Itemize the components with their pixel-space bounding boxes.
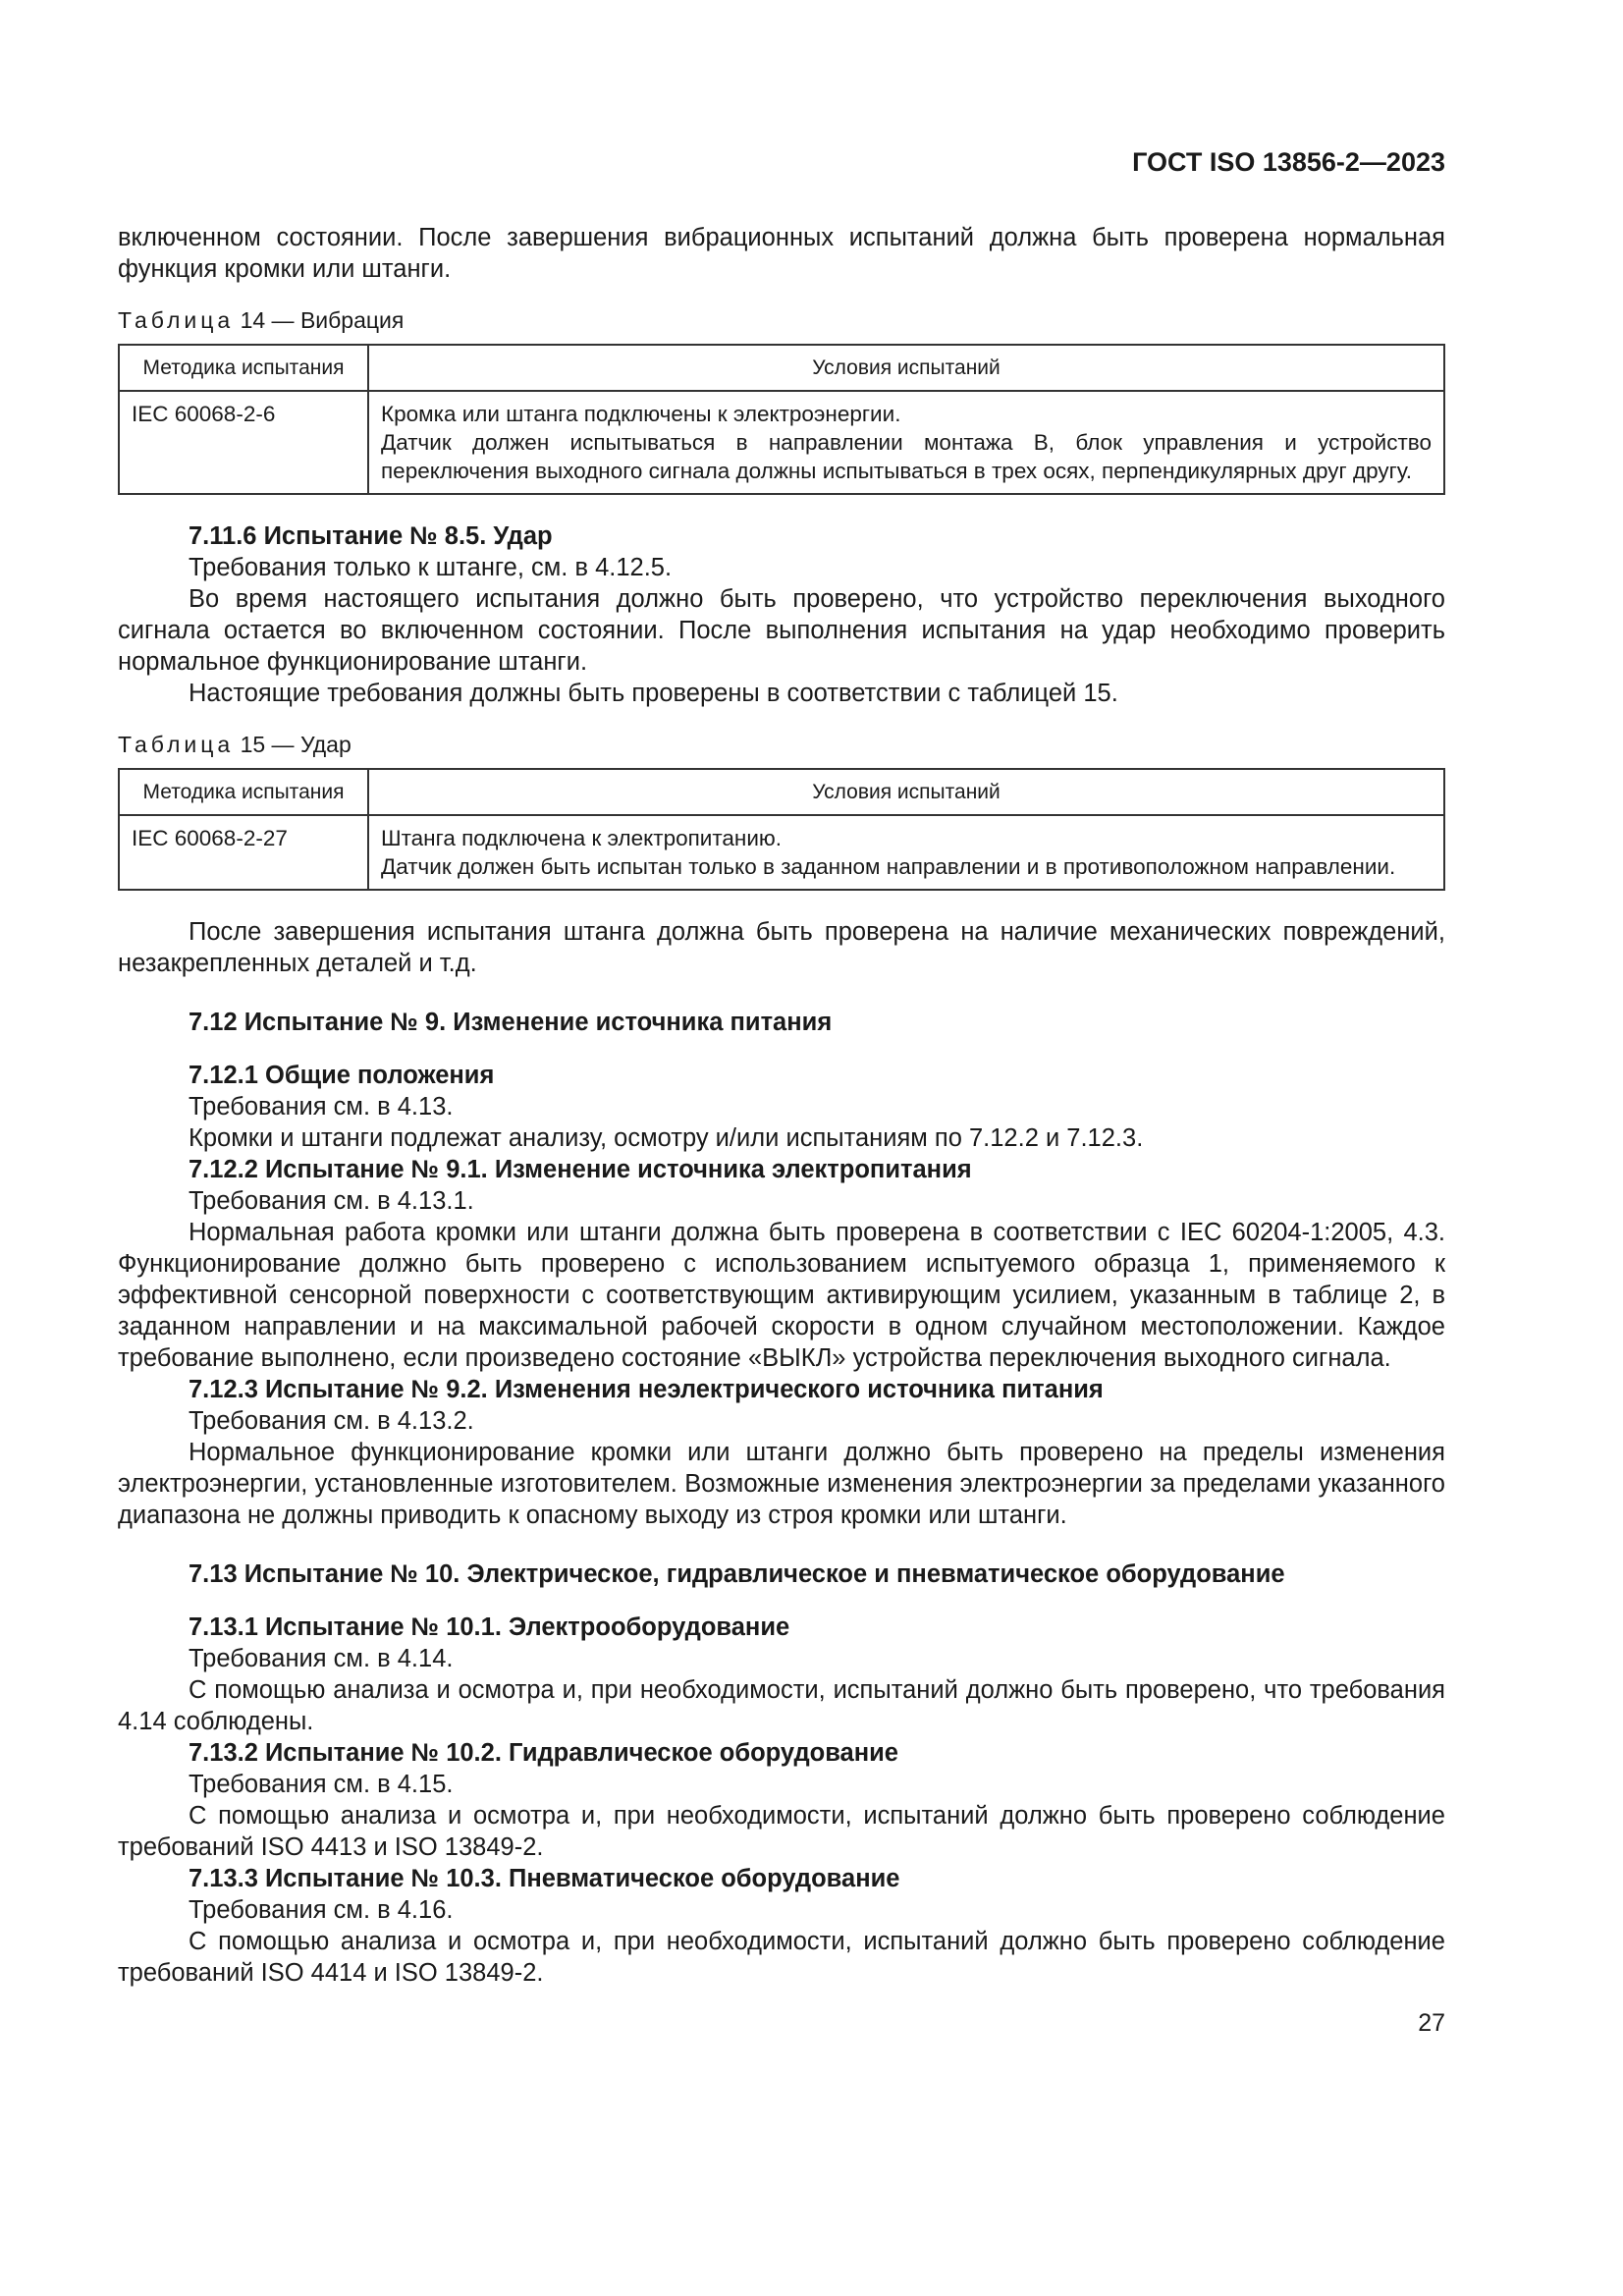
table-14-vibration [118, 344, 1445, 495]
conditions-cell [368, 391, 1444, 494]
heading-7-13-3: 7.13.3 Испытание № 10.3. Пневматическое оборудование [189, 1865, 900, 1892]
method-cell: IEC 60068-2-6 [119, 391, 368, 494]
paragraph: Настоящие требования должны быть проверены в соответствии с таблицей 15. [189, 680, 1118, 707]
document-header: ГОСТ ISO 13856-2—2023 [1132, 147, 1445, 177]
paragraph: С помощью анализа и осмотра и, при необходимости, испытаний должно быть проверено соблюдение требований ISO 4414 и ISO 13849-2. [118, 1928, 1445, 1987]
table-14-caption-prefix: Таблица [118, 307, 235, 333]
paragraph: С помощью анализа и осмотра и, при необходимости, испытаний должно быть проверено соблюдение требований ISO 4413 и ISO 13849-2. [118, 1802, 1445, 1861]
heading-7-11-6: 7.11.6 Испытание № 8.5. Удар [189, 522, 553, 550]
paragraph: Нормальная работа кромки или штанги должна быть проверена в соответствии с IEC 60204-1:2005, 4.3. Функционирование должно быть проверено с использованием испытуемого образца 1, применяемого к эффективной сенсорной поверхности с соответствующим активирующим усилием, указанным в таблице 2, в заданном направлении и на максимальной рабочей скорости в одном случайном местоположении. Каждое требование выполнено, если произведено состояние «ВЫКЛ» устройства переключения выходного сигнала. [118, 1219, 1445, 1372]
paragraph: Требования см. в 4.16. [189, 1896, 454, 1924]
heading-7-13-1: 7.13.1 Испытание № 10.1. Электрооборудование [189, 1613, 790, 1641]
table-15-caption-prefix: Таблица [118, 732, 235, 757]
paragraph: С помощью анализа и осмотра и, при необходимости, испытаний должно быть проверено, что требования 4.14 соблюдены. [118, 1676, 1445, 1735]
column-header-method: Методика испытания [119, 345, 368, 391]
conditions-line: Датчик должен испытываться в направлении монтажа B, блок управления и устройство переключения выходного сигнала должны испытываться в трех осях, перпендикулярных друг другу. [381, 430, 1432, 483]
paragraph: Нормальное функционирование кромки или штанги должно быть проверено на пределы изменения электроэнергии, установленные изготовителем. Возможные изменения электроэнергии за пределами указанного диапазона не должны приводить к опасному выходу из строя кромки или штанги. [118, 1439, 1445, 1529]
page-number: 27 [1418, 2009, 1445, 2037]
paragraph: Требования см. в 4.13.2. [189, 1407, 474, 1435]
paragraph: Требования см. в 4.13. [189, 1093, 454, 1121]
heading-7-12: 7.12 Испытание № 9. Изменение источника питания [189, 1009, 833, 1036]
table-header-row [119, 769, 1444, 815]
table-15-caption [118, 729, 1445, 760]
heading-7-12-1: 7.12.1 Общие положения [189, 1062, 495, 1089]
conditions-line: Кромка или штанга подключены к электроэнергии. [381, 402, 901, 426]
table-row [119, 391, 1444, 494]
column-header-conditions: Условия испытаний [368, 769, 1444, 815]
heading-7-12-2: 7.12.2 Испытание № 9.1. Изменение источника электропитания [189, 1156, 972, 1183]
paragraph: Требования см. в 4.15. [189, 1771, 454, 1798]
conditions-cell [368, 815, 1444, 890]
table-header-row [119, 345, 1444, 391]
table-15-caption-title: 15 — Удар [240, 732, 352, 757]
column-header-conditions: Условия испытаний [368, 345, 1444, 391]
conditions-line: Штанга подключена к электропитанию. [381, 826, 783, 850]
heading-7-13-2: 7.13.2 Испытание № 10.2. Гидравлическое оборудование [189, 1739, 898, 1767]
paragraph: Требования см. в 4.13.1. [189, 1187, 474, 1215]
paragraph: Требования см. в 4.14. [189, 1645, 454, 1672]
table-14-caption [118, 304, 1445, 336]
paragraph: Во время настоящего испытания должно быть проверено, что устройство переключения выходного сигнала остается во включенном состоянии. После выполнения испытания на удар необходимо проверить нормальное функционирование штанги. [118, 585, 1445, 676]
heading-7-12-3: 7.12.3 Испытание № 9.2. Изменения неэлектрического источника питания [189, 1376, 1104, 1403]
heading-7-13: 7.13 Испытание № 10. Электрическое, гидравлическое и пневматическое оборудование [189, 1560, 1285, 1588]
table-row [119, 815, 1444, 890]
table-14-caption-title: 14 — Вибрация [240, 307, 405, 333]
table-15-impact [118, 768, 1445, 891]
column-header-method: Методика испытания [119, 769, 368, 815]
page-content [118, 222, 1445, 1989]
conditions-line: Датчик должен быть испытан только в заданном направлении и в противоположном направлении. [381, 854, 1396, 879]
paragraph: Требования только к штанге, см. в 4.12.5. [189, 554, 673, 581]
paragraph: Кромки и штанги подлежат анализу, осмотру и/или испытаниям по 7.12.2 и 7.12.3. [189, 1124, 1144, 1152]
method-cell: IEC 60068-2-27 [119, 815, 368, 890]
paragraph: После завершения испытания штанга должна быть проверена на наличие механических повреждений, незакрепленных деталей и т.д. [118, 918, 1445, 977]
intro-paragraph: включенном состоянии. После завершения вибрационных испытаний должна быть проверена нормальная функция кромки или штанги. [118, 224, 1445, 283]
